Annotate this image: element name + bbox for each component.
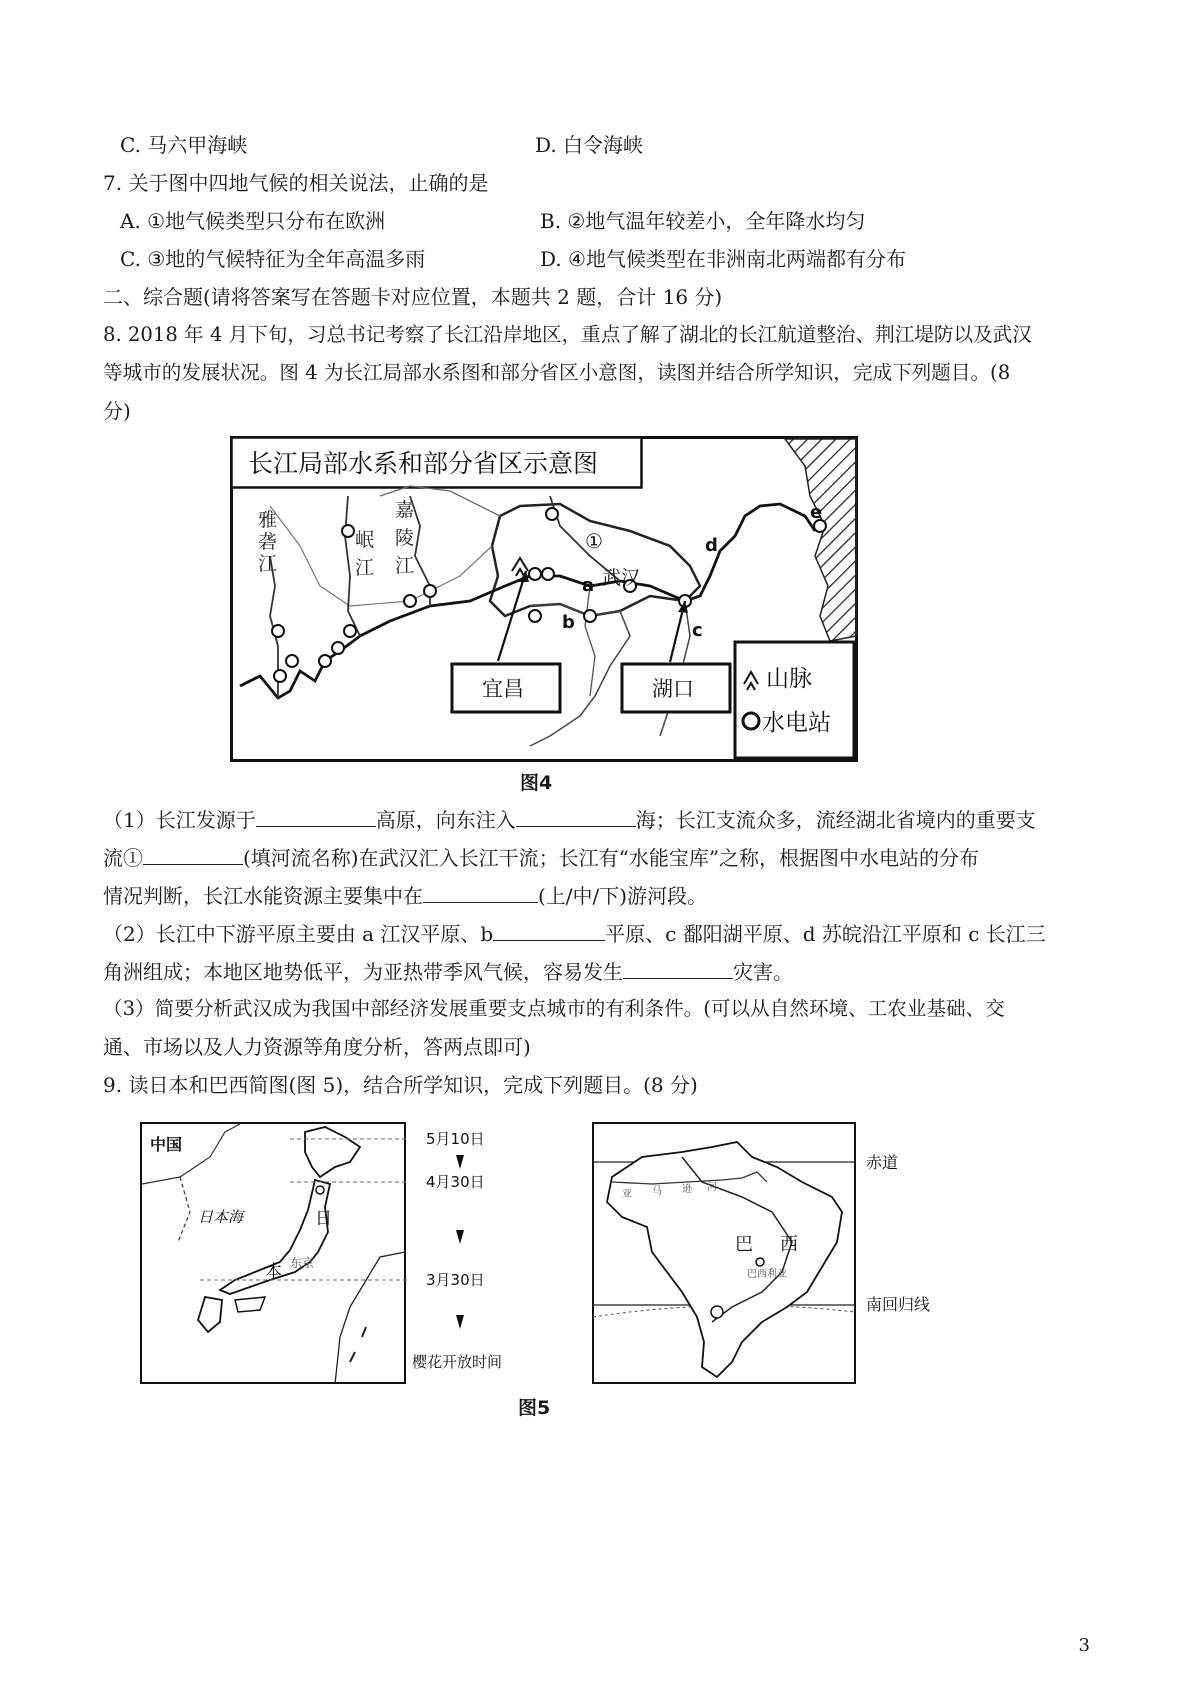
label-tropic: 南回归线 <box>866 1295 931 1314</box>
figure-4-caption: 图4 <box>520 772 553 794</box>
arrow-up-icon-1 <box>456 1155 464 1169</box>
brasilia-marker <box>756 1258 764 1266</box>
q6-option-c: C. 马六甲海峡 <box>120 133 248 157</box>
figure-4-map <box>230 436 858 762</box>
q8-stem-line3: 分) <box>103 399 131 423</box>
q7-option-d: D. ④地气候类型在非洲南北两端都有分布 <box>540 247 906 271</box>
legend-mountain-label: 山脉 <box>766 666 812 692</box>
label-equator: 赤道 <box>866 1153 899 1172</box>
label-sea-of-japan: 日本海 <box>198 1208 244 1226</box>
blank-source-plateau[interactable] <box>256 804 376 827</box>
amazon-label-4: 河 <box>707 1182 717 1193</box>
box-yichang: 宜昌 <box>482 677 524 701</box>
blank-river-section[interactable] <box>423 880 538 903</box>
q7-option-a: A. ①地气候类型只分布在欧洲 <box>120 209 386 233</box>
arrow-up-icon-3 <box>456 1315 464 1329</box>
figure-5-japan-map <box>140 1122 530 1384</box>
date-mar-30: 3月30日 <box>426 1271 485 1289</box>
q8-part3-line2: 通、市场以及人力资源等角度分析，答两点即可) <box>103 1035 531 1059</box>
q8-part1-line1: （1）长江发源于 高原，向东注入 海；长江支流众多，流经湖北省境内的重要支 <box>103 804 1036 835</box>
q8-part3-line1: （3）简要分析武汉成为我国中部经济发展重要支点城市的有利条件。(可以从自然环境、工农业基础、交 <box>103 997 1005 1020</box>
amazon-label-3: 逊 <box>682 1184 692 1195</box>
label-tokyo: 东京 <box>290 1256 315 1270</box>
q7-option-b: B. ②地气温年较差小，全年降水均匀 <box>540 209 866 233</box>
box-hukou: 湖口 <box>652 677 694 701</box>
label-ri: 日 <box>315 1209 332 1229</box>
q7-option-c: C. ③地的气候特征为全年高温多雨 <box>120 247 426 271</box>
blank-sea[interactable] <box>516 804 636 827</box>
label-ben: 本 <box>265 1262 282 1282</box>
river-char-7: 陵 <box>395 527 415 549</box>
q8-stem-line2: 等城市的发展状况。图 4 为长江局部水系图和部分省区小意图，读图并结合所学知识，完成下列题目。(8 <box>103 361 1011 384</box>
legend-station-icon <box>743 713 759 729</box>
label-wuhan: 武汉 <box>602 567 641 589</box>
river-char-3: 江 <box>258 553 278 575</box>
section-heading: 二、综合题(请将答案写在答题卡对应位置，本题共 2 题，合计 16 分) <box>103 285 723 309</box>
label-c: c <box>692 620 703 641</box>
label-brasilia: 巴西利亚 <box>747 1269 787 1280</box>
blank-tributary-name[interactable] <box>143 842 243 865</box>
date-apr-30: 4月30日 <box>426 1173 485 1191</box>
arrow-up-icon-2 <box>456 1230 464 1244</box>
label-tributary-1: ① <box>585 529 603 553</box>
label-xi: 西 <box>780 1234 798 1255</box>
river-char-5: 江 <box>355 557 375 579</box>
river-char-8: 江 <box>395 555 415 577</box>
figure-5-brazil-map <box>592 1122 952 1384</box>
map-legend <box>735 642 854 758</box>
label-d: d <box>705 535 718 556</box>
label-china: 中国 <box>150 1135 183 1154</box>
q7-stem: 7. 关于图中四地气候的相关说法，止确的是 <box>103 171 489 195</box>
blank-plain-b[interactable] <box>493 918 605 941</box>
label-b: b <box>562 612 575 633</box>
river-char-6: 嘉 <box>395 499 415 521</box>
label-a: a <box>582 575 595 596</box>
figure-4-title: 长江局部水系和部分省区示意图 <box>248 449 599 478</box>
q8-part1-line2: 流① (填河流名称)在武汉汇入长江干流；长江有“水能宝库”之称，根据图中水电站的分布 <box>103 842 979 873</box>
label-ba: 巴 <box>735 1234 753 1255</box>
river-char-4: 岷 <box>355 529 375 551</box>
q8-part1-line3: 情况判断，长江水能资源主要集中在 (上/中/下)游河段。 <box>103 880 707 911</box>
label-e: e <box>810 502 823 523</box>
river-char-1: 雅 <box>258 509 278 531</box>
q9-stem: 9. 读日本和巴西简图(图 5)，结合所学知识，完成下列题目。(8 分) <box>103 1073 698 1097</box>
page-number: 3 <box>1078 1635 1090 1656</box>
q6-option-d: D. 白令海峡 <box>535 133 644 157</box>
q8-stem-line1: 8. 2018 年 4 月下旬，习总书记考察了长江沿岸地区，重点了解了湖北的长江航道整治、荆江堤防以及武汉 <box>103 323 1032 346</box>
label-sakura-time: 樱花开放时间 <box>412 1353 503 1371</box>
date-may-10: 5月10日 <box>426 1130 485 1148</box>
legend-station-label: 水电站 <box>762 710 831 736</box>
q8-part2-line2: 角洲组成；本地区地势低平，为亚热带季风气候，容易发生 灾害。 <box>103 956 793 987</box>
blank-disaster[interactable] <box>623 956 733 979</box>
q8-part2-line1: （2）长江中下游平原主要由 a 江汉平原、b 平原、c 鄱阳湖平原、d 苏皖沿江平原和 c 长江三 <box>103 918 1046 949</box>
figure-5-caption: 图5 <box>518 1397 551 1419</box>
shikoku <box>235 1297 265 1312</box>
river-char-2: 砻 <box>258 531 278 553</box>
amazon-label-1: 亚 <box>622 1189 632 1200</box>
amazon-label-2: 马 <box>652 1186 662 1197</box>
